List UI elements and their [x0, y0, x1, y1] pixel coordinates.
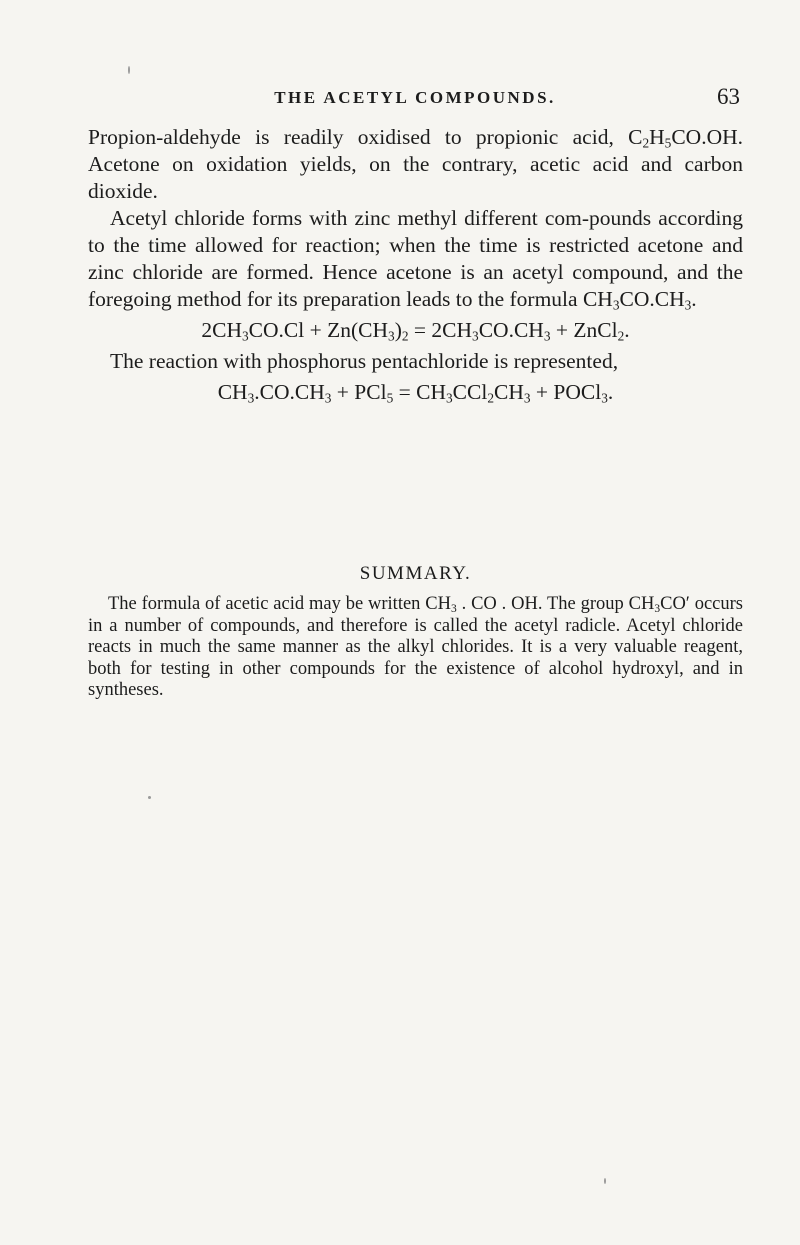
paragraph-phosphorus-pentachloride: The reaction with phosphorus pentachloride is represented, [110, 349, 619, 373]
body-text [88, 124, 743, 410]
summary-heading: SUMMARY. [359, 563, 472, 584]
paper-speck [128, 66, 130, 74]
page-header [90, 84, 740, 112]
running-head: THE ACETYL COMPOUNDS. [274, 88, 556, 107]
paper-speck [148, 796, 151, 799]
paper-speck [604, 1178, 606, 1184]
paragraph-propion-aldehyde: Propion-aldehyde is readily oxidised to propionic acid, $C_2H_5CO.OH$. Acetone on oxidation yields, on the contrary, acetic acid and carbon dioxide. [88, 125, 743, 203]
summary-text [88, 594, 743, 702]
paragraph-acetyl-chloride: Acetyl chloride forms with zinc methyl different com-pounds according to the time allowed for reaction; when the time is restricted acetone and zinc chloride are formed. Hence acetone is an acetyl compound, and the foregoing method for its preparation leads to the formula $CH_3CO.CH_3$. [88, 206, 743, 313]
page-number: 63 [717, 84, 740, 109]
equation-pcl5: $CH_3.CO.CH_3 + PCl_5 = CH_3CCl_2CH_3$ + POCl$_3$. [217, 380, 614, 406]
equation-zinc-methyl: $2CH_3CO.Cl + Zn(CH_3)_2 = 2CH_3CO.CH_3$ + ZnCl$_2$. [201, 318, 630, 344]
summary-paragraph: The formula of acetic acid may be written $CH_3$ . CO . OH. The group $CH_3CO'$ occurs in a number of compounds, and therefore is called the acetyl radicle. Acetyl chloride reacts in much the same manner as the alkyl chlorides. It is a very valuable reagent, both for testing in other compounds for the existence of alcohol hydroxyl, and in syntheses. [88, 594, 744, 700]
